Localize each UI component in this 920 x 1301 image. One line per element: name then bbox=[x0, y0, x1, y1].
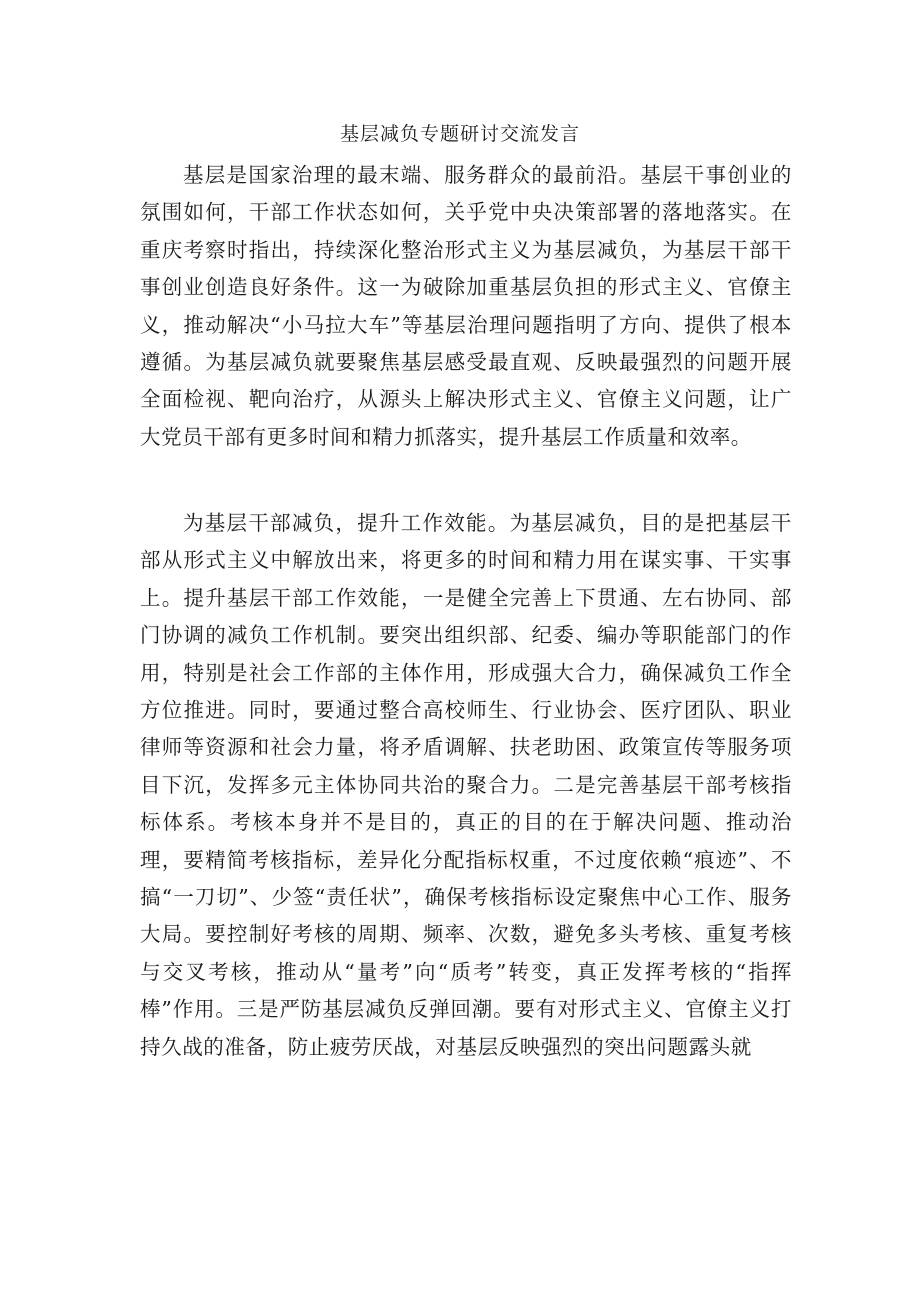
paragraph-1: 基层是国家治理的最末端、服务群众的最前沿。基层干事创业的氛围如何，干部工作状态如何，关乎党中央决策部署的落地落实。在重庆考察时指出，持续深化整治形式主义为基层减负，为基层干部干事创业创造良好条件。这一为破除加重基层负担的形式主义、官僚主义，推动解决“小马拉大车”等基层治理问题指明了方向、提供了根本遵循。为基层减负就要聚焦基层感受最直观、反映最强烈的问题开展全面检视、靶向治疗，从源头上解决形式主义、官僚主义问题，让广大党员干部有更多时间和精力抓落实，提升基层工作质量和效率。 bbox=[140, 163, 792, 449]
paragraph-2: 为基层干部减负，提升工作效能。为基层减负，目的是把基层干部从形式主义中解放出来，将更多的时间和精力用在谋实事、干实事上。提升基层干部工作效能，一是健全完善上下贯通、左右协同、部门协调的减负工作机制。要突出组织部、纪委、编办等职能部门的作用，特别是社会工作部的主体作用，形成强大合力，确保减负工作全方位推进。同时，要通过整合高校师生、行业协会、医疗团队、职业律师等资源和社会力量，将矛盾调解、扶老助困、政策宣传等服务项目下沉，发挥多元主体协同共治的聚合力。二是完善基层干部考核指标体系。考核本身并不是目的，真正的目的在于解决问题、推动治理，要精简考核指标，差异化分配指标权重，不过度依赖“痕迹”、不搞“一刀切”、少签“责任状”，确保考核指标设定聚焦中心工作、服务大局。要控制好考核的周期、频率、次数，避免多头考核、重复考核与交叉考核，推动从“量考”向“质考”转变，真正发挥考核的“指挥棒”作用。三是严防基层减负反弹回潮。要有对形式主义、官僚主义打持久战的准备，防止疲劳厌战，对基层反映强烈的突出问题露头就 bbox=[140, 511, 792, 1059]
document-title: 基层减负专题研讨交流发言 bbox=[339, 123, 580, 145]
